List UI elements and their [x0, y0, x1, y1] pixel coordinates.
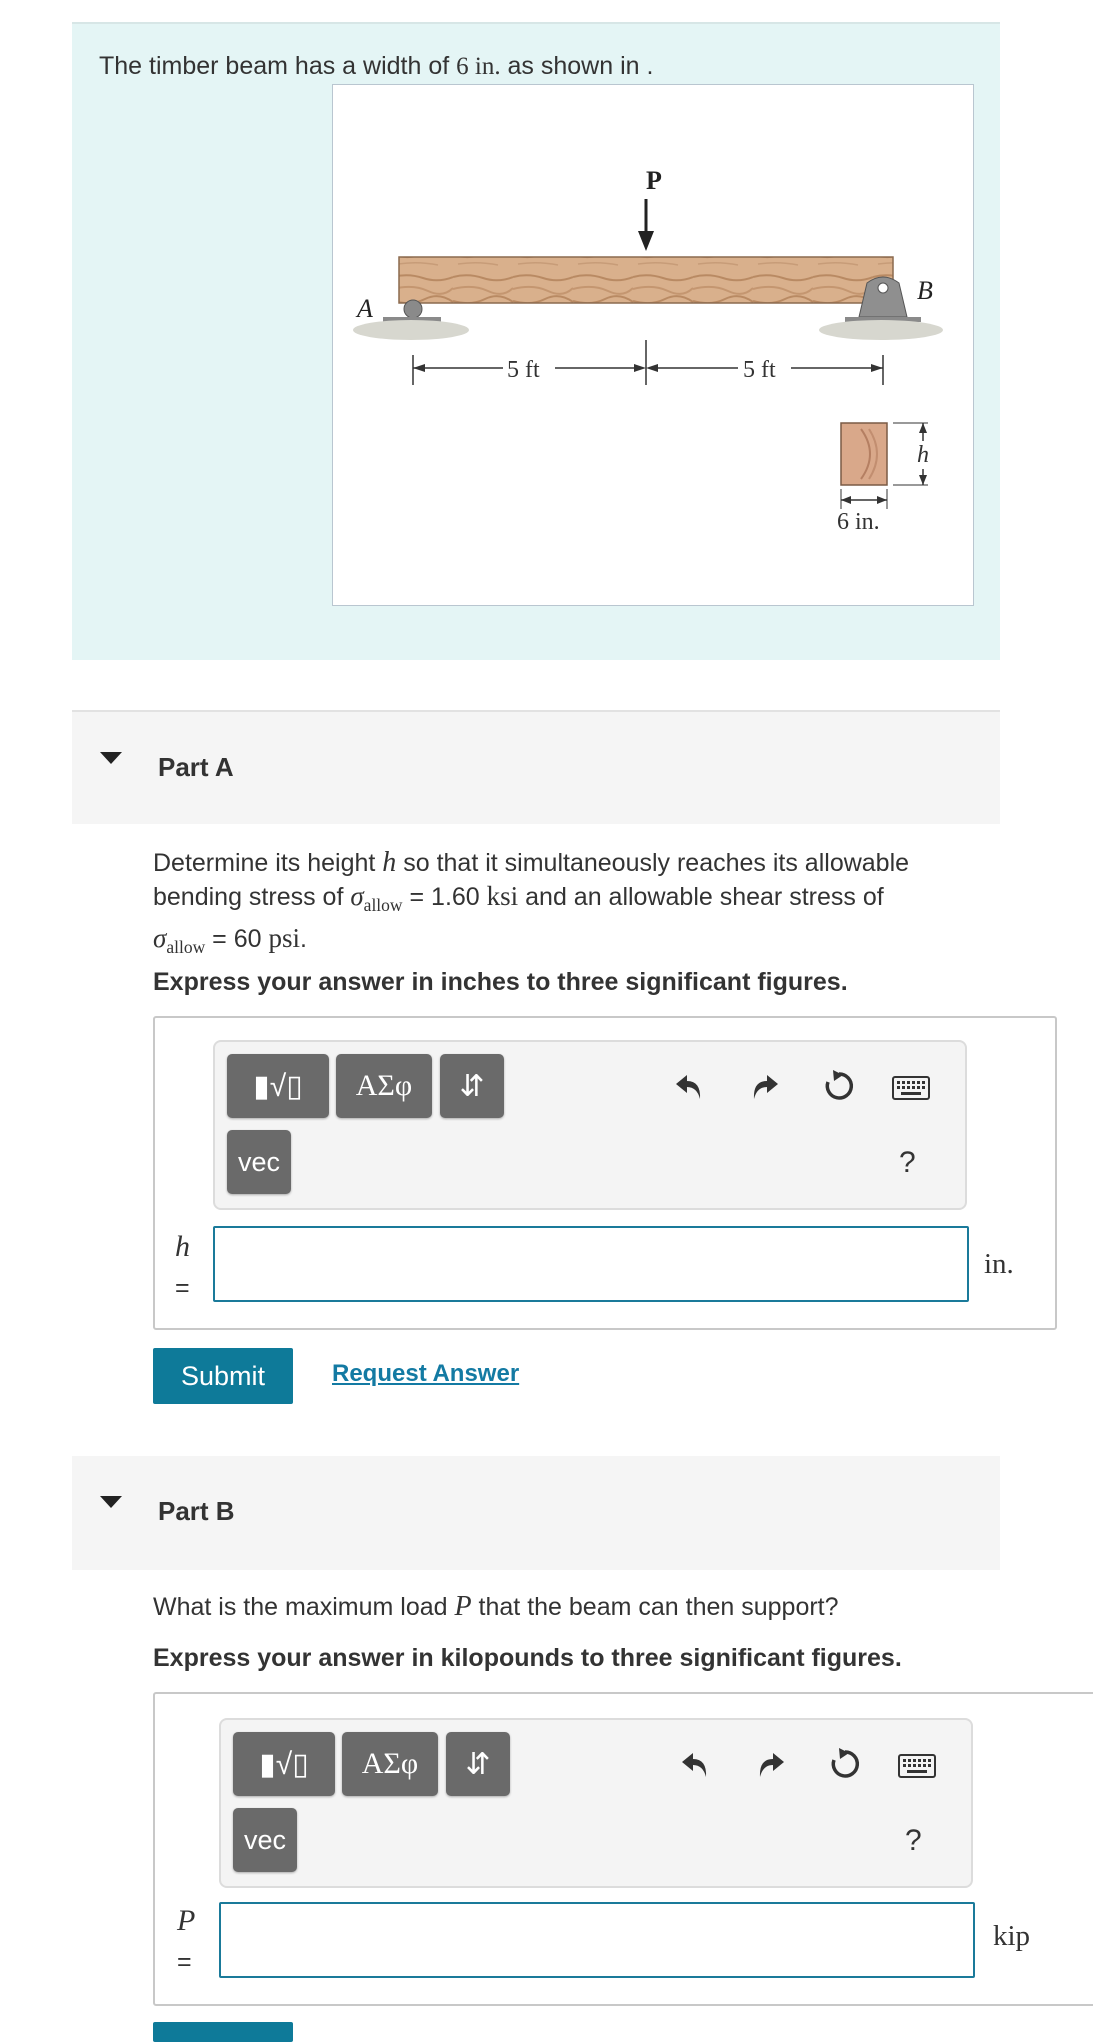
templates-button[interactable]: ▮√▯: [227, 1054, 329, 1118]
equals-sign: =: [175, 1274, 190, 1302]
arrows-button[interactable]: ⇵: [440, 1054, 504, 1118]
support-b-label: B: [917, 276, 933, 305]
request-answer-link[interactable]: Request Answer: [332, 1360, 520, 1387]
redo-icon[interactable]: [749, 1742, 793, 1786]
part-b-header[interactable]: [72, 1456, 1000, 1570]
undo-icon[interactable]: [673, 1742, 717, 1786]
help-button[interactable]: ?: [899, 1146, 916, 1179]
reset-icon[interactable]: [817, 1064, 861, 1108]
beam-diagram: [333, 85, 973, 605]
vec-button[interactable]: vec: [233, 1808, 297, 1872]
keyboard-icon[interactable]: [895, 1744, 939, 1788]
answer-variable-label: h: [175, 1230, 190, 1263]
part-a-answer-box: [153, 1016, 1057, 1330]
keyboard-icon[interactable]: [889, 1066, 933, 1110]
unit-label: in.: [984, 1248, 1014, 1280]
part-b-title: Part B: [158, 1496, 235, 1526]
greek-symbols-button[interactable]: ΑΣφ: [342, 1732, 438, 1796]
timber-beam: [399, 257, 893, 303]
submit-button[interactable]: Submit: [153, 1348, 293, 1404]
vec-button[interactable]: vec: [227, 1130, 291, 1194]
part-a-question: Determine its height h so that it simultaneously reaches its allowable bending stress of $\sigma_{allow} = 1.60$ ksi and an allowable shear stress of $\sigma_{allow} = 60$ psi.: [153, 847, 910, 957]
span-right-label: 5 ft: [743, 357, 776, 383]
part-a-header[interactable]: [72, 710, 1000, 824]
part-a-title: Part A: [158, 752, 234, 782]
help-button[interactable]: ?: [905, 1824, 922, 1857]
support-a-label: A: [357, 294, 373, 323]
unit-label: kip: [993, 1920, 1031, 1952]
part-b-instruction: Express your answer in kilopounds to three significant figures.: [153, 1644, 902, 1672]
part-b-question: What is the maximum load P that the beam can then support?: [153, 1591, 839, 1622]
redo-icon[interactable]: [743, 1064, 787, 1108]
arrows-button[interactable]: ⇵: [446, 1732, 510, 1796]
span-left-label: 5 ft: [507, 357, 540, 383]
section-height-label: h: [917, 442, 929, 468]
math-toolbar: [219, 1718, 973, 1888]
undo-icon[interactable]: [667, 1064, 711, 1108]
greek-symbols-button[interactable]: ΑΣφ: [336, 1054, 432, 1118]
section-width-label: 6 in.: [837, 509, 880, 535]
collapse-caret-icon[interactable]: [100, 1496, 122, 1508]
reset-icon[interactable]: [823, 1742, 867, 1786]
math-toolbar: [213, 1040, 967, 1210]
collapse-caret-icon[interactable]: [100, 752, 122, 764]
beam-figure: [332, 84, 974, 606]
load-label: P: [646, 166, 662, 195]
submit-button-partial[interactable]: [153, 2022, 293, 2042]
templates-button[interactable]: ▮√▯: [233, 1732, 335, 1796]
height-answer-input[interactable]: [213, 1226, 969, 1302]
equals-sign: =: [177, 1948, 192, 1976]
answer-variable-label: P: [177, 1904, 196, 1937]
problem-statement: The timber beam has a width of 6 in. as shown in .: [99, 52, 654, 80]
part-b-answer-box: [153, 1692, 1093, 2006]
load-answer-input[interactable]: [219, 1902, 975, 1978]
part-a-instruction: Express your answer in inches to three significant figures.: [153, 968, 848, 996]
